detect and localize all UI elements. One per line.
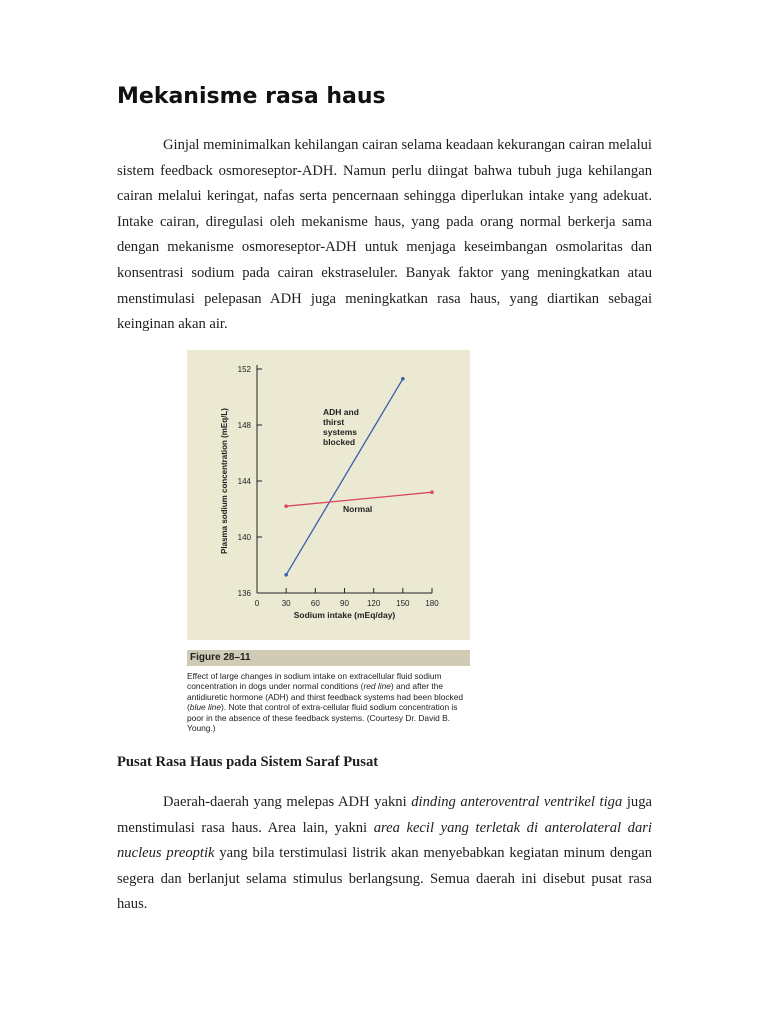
paragraph-2-text-1: Daerah-daerah yang melepas ADH yakni	[163, 794, 412, 810]
page-title: Mekanisme rasa haus	[117, 84, 386, 109]
x-tick-label: 0	[254, 599, 260, 608]
annotation-blocked-line: ADH and	[323, 407, 359, 417]
chart-panel	[187, 350, 470, 640]
caption-text-3: ). Note that control of extra-cellular fluid sodium concentration is poor in the absence of these feedback systems. (Courtesy Dr. David B. Young.)	[187, 702, 458, 734]
y-tick-label: 152	[237, 365, 251, 374]
x-tick-label: 30	[281, 599, 291, 608]
caption-italic-2: blue line	[189, 702, 221, 713]
y-tick-label: 148	[237, 421, 251, 430]
paragraph-1: Ginjal meminimalkan kehilangan cairan selama keadaan kekurangan cairan melalui sistem feedback osmoreseptor-ADH. Namun perlu diingat bahwa tubuh juga kehilangan cairan melalui keringat, nafas serta pencernaan sehingga diperlukan intake yang adekuat. Intake cairan, diregulasi oleh mekanisme haus, yang pada orang normal berkerja sama dengan mekanisme osmoreseptor-ADH untuk menjaga keseimbangan osmolaritas dan konsentrasi sodium pada cairan ekstraseluler. Banyak faktor yang meningkatkan atau menstimulasi pelepasan ADH juga meningkatkan rasa haus, yang diartikan sebagai keinginan akan air.	[117, 137, 652, 333]
series-point-blocked	[284, 573, 288, 577]
section-heading: Pusat Rasa Haus pada Sistem Saraf Pusat	[117, 754, 379, 770]
y-tick-label: 136	[237, 589, 251, 598]
figure-label: Figure 28–11	[187, 650, 470, 666]
annotation-blocked-line: blocked	[323, 437, 356, 447]
paragraph-2-text-3: yang bila terstimulasi listrik akan menyebabkan kegiatan minum dengan segera dan berlanjut selama stimulus berlangsung. Semua daerah ini disebut pusat rasa haus.	[117, 845, 652, 913]
caption-text-2: ) and after the antidiuretic hormone (ADH) and thirst feedback systems had been blocked (	[187, 681, 464, 713]
y-axis-label: Plasma sodium concentration (mEq/L)	[220, 408, 229, 554]
paragraph-2-italic-2: area kecil yang terletak di anterolateral dari nucleus preoptik	[117, 819, 652, 862]
paragraph-2-italic-1: dinding anteroventral ventrikel tiga	[411, 794, 623, 810]
x-tick-label: 180	[425, 599, 439, 608]
caption-text-1: Effect of large changes in sodium intake on extracellular fluid sodium concentration in dogs under normal conditions (	[187, 671, 442, 692]
caption-italic-1: red line	[363, 681, 391, 692]
annotation-blocked-line: thirst	[323, 417, 345, 427]
paragraph-2-text-2: juga menstimulasi rasa haus. Area lain, yakni	[117, 794, 652, 836]
y-tick-label: 144	[237, 477, 251, 486]
figure	[164, 350, 470, 740]
paragraph-2	[117, 790, 652, 918]
x-axis-label: Sodium intake (mEq/day)	[293, 610, 396, 620]
series-point-normal	[284, 504, 288, 508]
x-tick-label: 120	[366, 599, 381, 608]
x-tick-label: 60	[310, 599, 320, 608]
figure-caption	[187, 671, 470, 733]
annotation-normal: Normal	[343, 504, 373, 514]
x-tick-label: 90	[340, 599, 349, 608]
series-point-blocked	[401, 377, 405, 381]
x-tick-label: 150	[396, 599, 410, 608]
series-point-normal	[430, 490, 434, 494]
annotation-blocked-line: systems	[323, 427, 358, 437]
y-tick-label: 140	[237, 533, 251, 542]
sodium-chart	[187, 350, 470, 640]
